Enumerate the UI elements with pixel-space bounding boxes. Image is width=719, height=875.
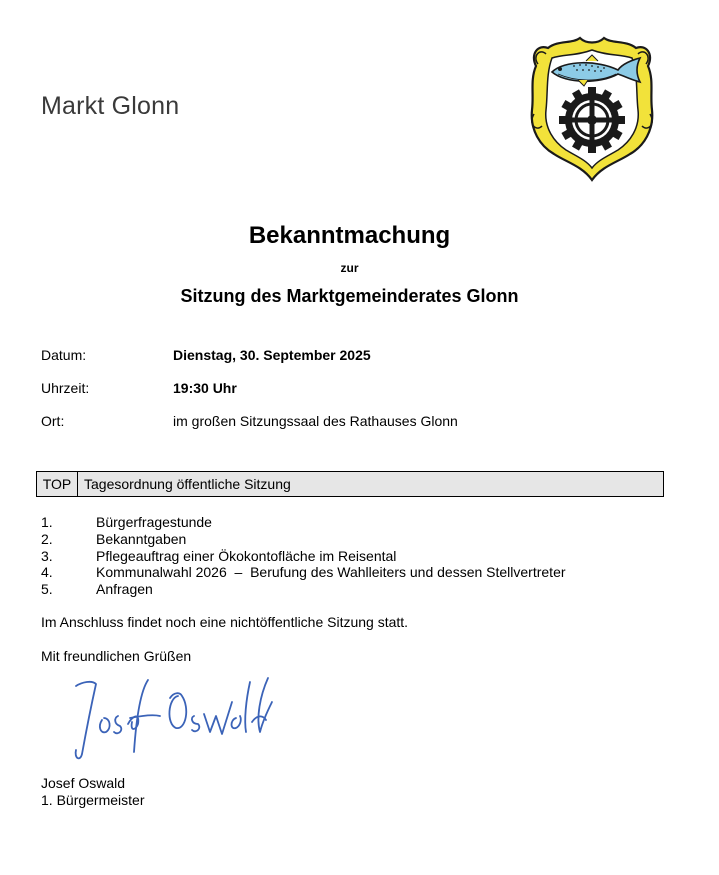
date-value: Dienstag, 30. September 2025 [173,347,371,363]
closing-note: Im Anschluss findet noch eine nichtöffentliche Sitzung statt. [41,614,409,630]
greeting: Mit freundlichen Grüßen [41,648,192,664]
date-label: Datum: [41,347,87,363]
notice-title: Bekanntmachung [248,222,451,249]
agenda-header-top: TOP [37,472,78,496]
agenda-item-number: 3. [41,547,53,564]
location-label: Ort: [41,413,65,429]
agenda-item-number: 5. [41,581,53,598]
agenda-header [36,471,664,497]
time-value: 19:30 Uhr [173,380,237,396]
agenda-item-number: 1. [41,514,53,530]
coat-of-arms-logo [528,34,656,182]
agenda-header-title: Tagesordnung öffentliche Sitzung [84,476,291,492]
agenda-item-number: 2. [41,530,53,547]
handwritten-signature [56,672,296,768]
agenda-item-text: Anfragen [96,581,153,598]
agenda-item-text: Kommunalwahl 2026 – Berufung des Wahlleiters und dessen Stellvertreter [96,564,566,581]
agenda-item-text: Pflegeauftrag einer Ökokontofläche im Reisental [96,547,397,564]
notice-subtitle: Sitzung des Marktgemeinderates Glonn [180,286,519,306]
time-label: Uhrzeit: [41,380,90,396]
org-name: Markt Glonn [41,92,180,120]
notice-connector: zur [340,261,359,275]
agenda-item-text: Bürgerfragestunde [96,514,212,530]
signer-name: Josef Oswald [41,775,126,791]
agenda-item-text: Bekanntgaben [96,530,187,547]
signer-title: 1. Bürgermeister [41,792,145,808]
location-value: im großen Sitzungssaal des Rathauses Glonn [173,413,458,429]
agenda-item-number: 4. [41,564,53,581]
